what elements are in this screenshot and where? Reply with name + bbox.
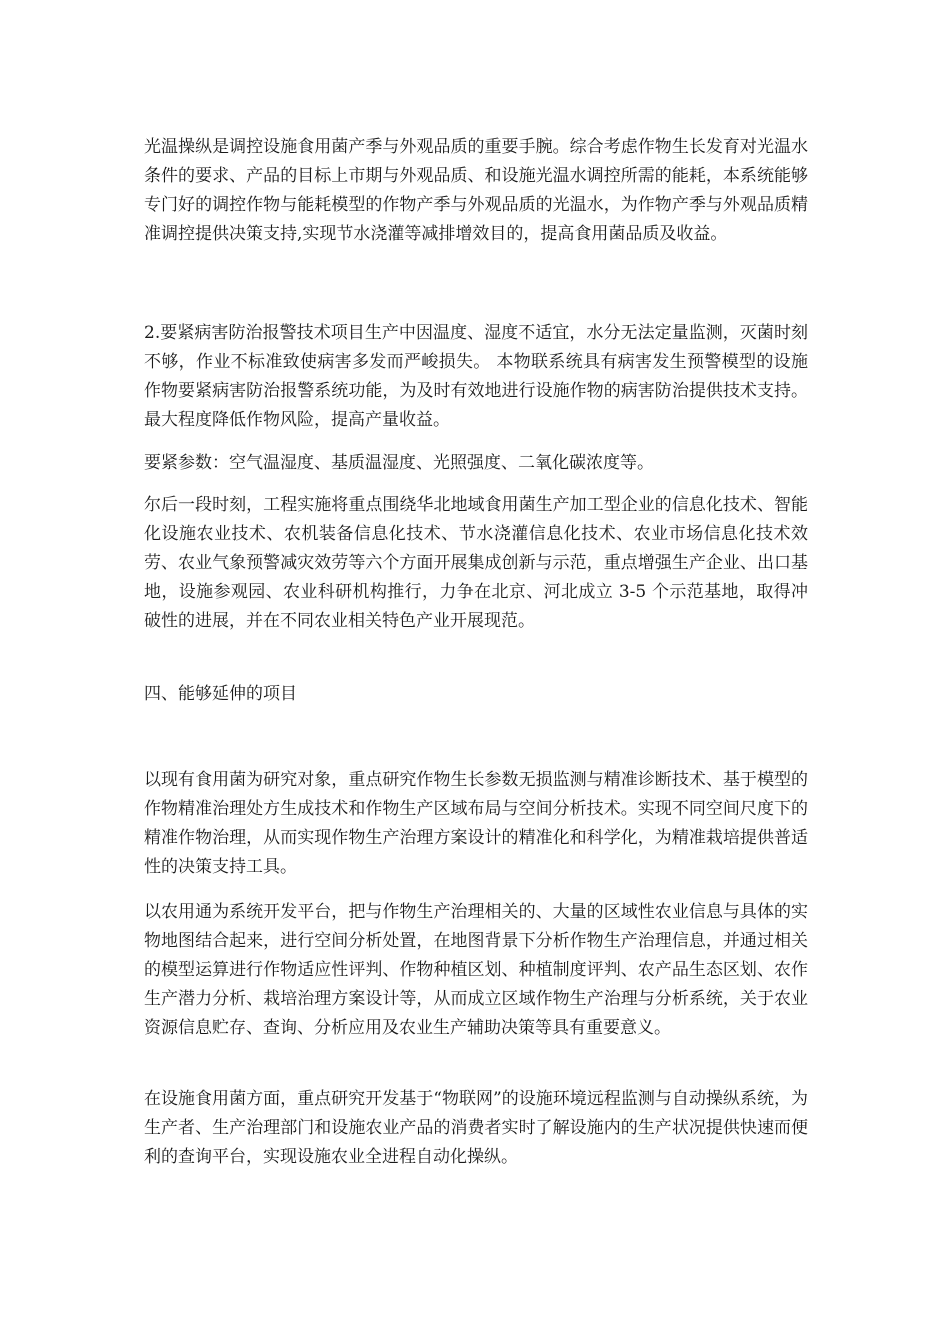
paragraph-research-object: 以现有食用菌为研究对象，重点研究作物生长参数无损监测与精准诊断技术、基于模型的作物精准治理处方生成技术和作物生产区域布局与空间分析技术。实现不同空间尺度下的精准作物治理，从而实现作物生产治理方案设计的精准化和科学化，为精准栽培提供普适性的决策支持工具。 — [144, 770, 808, 877]
paragraph-project-implementation: 尔后一段时刻，工程实施将重点围绕华北地域食用菌生产加工型企业的信息化技术、智能化设施农业技术、农机装备信息化技术、节水浇灌信息化技术、农业市场信息化技术效劳、农业气象预警减灾效劳等六个方面开展集成创新与示范，重点增强生产企业、出口基地，设施参观园、农业科研机构推行，力争在北京、河北成立 3-5 个示范基地，取得冲破性的进展，并在不同农业相关特色产业开展现范。 — [144, 495, 808, 631]
paragraph-key-parameters: 要紧参数：空气温湿度、基质温湿度、光照强度、二氧化碳浓度等。 — [144, 453, 654, 473]
paragraph-light-temperature-control: 光温操纵是调控设施食用菌产季与外观品质的重要手腕。综合考虑作物生长发育对光温水条件的要求、产品的目标上市期与外观品质、和设施光温水调控所需的能耗，本系统能够专门好的调控作物与能耗模型的作物产季与外观品质的光温水，为作物产季与外观品质精准调控提供决策支持,实现节水浇灌等减排增效目的，提高食用菌品质及收益。 — [144, 137, 808, 244]
paragraph-platform-development: 以农用通为系统开发平台，把与作物生产治理相关的、大量的区域性农业信息与具体的实物地图结合起来，进行空间分析处置，在地图背景下分析作物生产治理信息，并通过相关的模型运算进行作物适应性评判、作物种植区划、种植制度评判、农产品生态区划、农作生产潜力分析、栽培治理方案设计等，从而成立区域作物生产治理与分析系统，关于农业资源信息贮存、查询、分析应用及农业生产辅助决策等具有重要意义。 — [144, 902, 808, 1038]
paragraph-iot-monitoring: 在设施食用菌方面，重点研究开发基于“物联网”的设施环境远程监测与自动操纵系统，为生产者、生产治理部门和设施农业产品的消费者实时了解设施内的生产状况提供快速而便利的查询平台，实现设施农业全进程自动化操纵。 — [144, 1089, 808, 1167]
paragraph-disease-warning: 2.要紧病害防治报警技术项目生产中因温度、湿度不适宜，水分无法定量监测，灭菌时刻不够，作业不标准致使病害多发而严峻损失。 本物联系统具有病害发生预警模型的设施作物要紧病害防治报警系统功能，为及时有效地进行设施作物的病害防治提供技术支持。最大程度降低作物风险，提高产量收益。 — [144, 323, 808, 430]
section-heading-extension-projects: 四、能够延伸的项目 — [144, 684, 297, 704]
